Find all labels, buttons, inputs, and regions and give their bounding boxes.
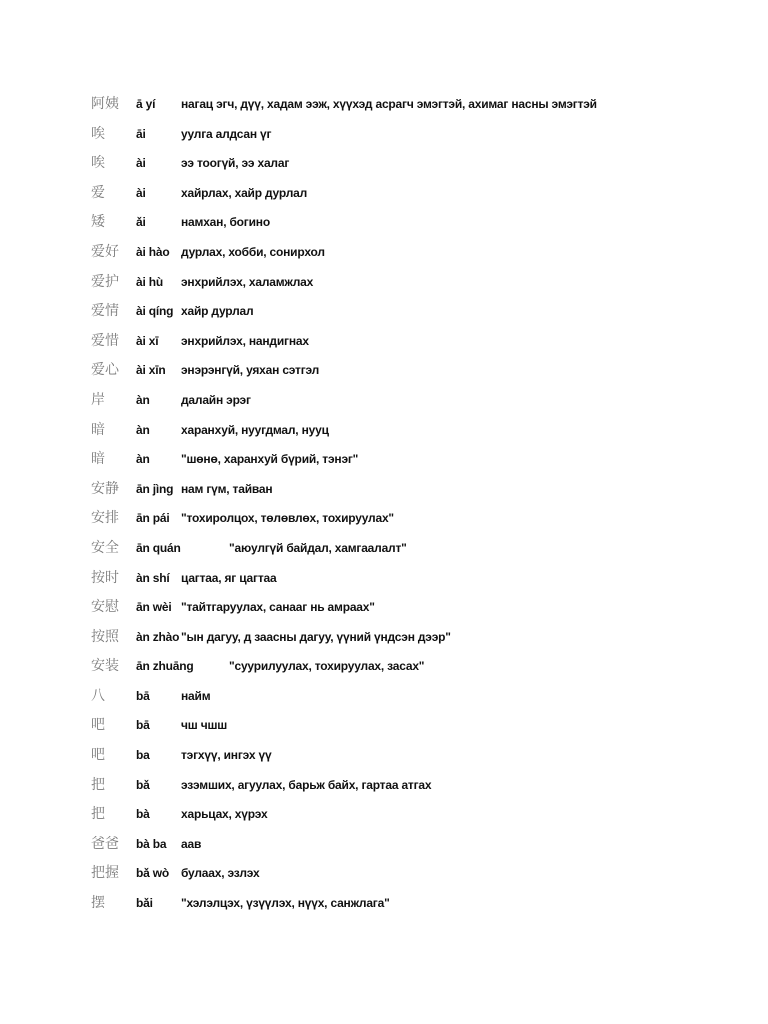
pinyin-text: bā [136, 718, 150, 733]
pinyin-text: ān jìng [136, 481, 174, 496]
meaning-text: харьцах, хүрэх [181, 807, 268, 822]
meaning-text: намхан, богино [181, 215, 270, 230]
hanzi-text: 八 [91, 687, 105, 704]
meaning-text: хайр дурлал [181, 304, 254, 319]
hanzi-text: 把 [91, 776, 105, 793]
meaning-text: энхрийлэх, халамжлах [181, 274, 314, 289]
pinyin-text: àn zhào [136, 629, 180, 644]
vocabulary-entry [91, 655, 597, 685]
pinyin-text: ba [136, 748, 150, 763]
pinyin-text: ài hù [136, 274, 164, 289]
vocabulary-entry [91, 714, 597, 744]
pinyin-text: ài [136, 156, 146, 171]
hanzi-text: 把 [91, 806, 105, 823]
meaning-text: нам гүм, тайван [181, 481, 273, 496]
meaning-text: далайн эрэг [181, 392, 251, 407]
pinyin-text: ài hào [136, 244, 170, 259]
pinyin-text: ài [136, 185, 146, 200]
meaning-text: эзэмших, агуулах, барьж байх, гартаа атгах [181, 777, 432, 792]
vocabulary-entry [91, 507, 597, 537]
vocabulary-entry [91, 330, 597, 360]
vocabulary-entry [91, 685, 597, 715]
pinyin-text: àn [136, 452, 150, 467]
vocabulary-entry [91, 93, 597, 123]
hanzi-text: 按照 [91, 628, 119, 645]
meaning-text: аав [181, 836, 202, 851]
vocabulary-entry [91, 211, 597, 241]
hanzi-text: 摆 [91, 895, 105, 912]
meaning-text: цагтаа, яг цагтаа [181, 570, 277, 585]
meaning-text: хайрлах, хайр дурлал [181, 185, 308, 200]
pinyin-text: ān zhuāng [136, 659, 194, 674]
hanzi-text: 爱惜 [91, 332, 119, 349]
hanzi-text: 唉 [91, 155, 105, 172]
meaning-text: "суурилуулах, тохируулах, засах" [229, 659, 425, 674]
pinyin-text: àn [136, 422, 150, 437]
pinyin-text: ān pái [136, 511, 170, 526]
pinyin-text: bǎi [136, 896, 153, 911]
hanzi-text: 安排 [91, 510, 119, 527]
pinyin-text: bǎ [136, 777, 150, 792]
hanzi-text: 爱情 [91, 303, 119, 320]
meaning-text: дурлах, хобби, сонирхол [181, 244, 325, 259]
hanzi-text: 吧 [91, 717, 105, 734]
hanzi-text: 爱好 [91, 243, 119, 260]
hanzi-text: 阿姨 [91, 96, 119, 112]
vocabulary-entry [91, 271, 597, 301]
vocabulary-entry [91, 567, 597, 597]
hanzi-text: 把握 [91, 865, 119, 882]
meaning-text: "тайтгаруулах, санааг нь амраах" [181, 600, 375, 615]
hanzi-text: 安静 [91, 480, 119, 497]
meaning-text: "тохиролцох, төлөвлөх, тохируулах" [181, 511, 394, 526]
hanzi-text: 矮 [91, 214, 105, 231]
vocabulary-entry [91, 892, 597, 922]
vocabulary-entry [91, 241, 597, 271]
meaning-text: энэрэнгүй, уяхан сэтгэл [181, 363, 320, 378]
pinyin-text: bà [136, 807, 150, 822]
pinyin-text: ā yí [136, 97, 156, 111]
meaning-text: ээ тоогүй, ээ халаг [181, 156, 290, 171]
pinyin-text: ài qíng [136, 304, 174, 319]
hanzi-text: 安全 [91, 539, 119, 556]
vocabulary-entry [91, 300, 597, 330]
meaning-text: "шөнө, харанхуй бүрий, тэнэг" [181, 452, 359, 467]
vocabulary-entry [91, 182, 597, 212]
vocabulary-entry [91, 537, 597, 567]
pinyin-text: bā [136, 688, 150, 703]
pinyin-text: āi [136, 126, 146, 141]
hanzi-text: 爱护 [91, 273, 119, 290]
vocabulary-entry [91, 744, 597, 774]
hanzi-text: 爸爸 [91, 835, 119, 852]
vocabulary-list [91, 93, 597, 922]
hanzi-text: 安装 [91, 658, 119, 675]
vocabulary-entry [91, 596, 597, 626]
hanzi-text: 按时 [91, 569, 119, 586]
pinyin-text: bǎ wò [136, 866, 170, 881]
hanzi-text: 暗 [91, 451, 105, 468]
meaning-text: энхрийлэх, нандигнах [181, 333, 309, 348]
meaning-text: тэгхүү, ингэх үү [181, 748, 272, 763]
vocabulary-entry [91, 774, 597, 804]
hanzi-text: 吧 [91, 747, 105, 764]
meaning-text: булаах, эзлэх [181, 866, 260, 881]
vocabulary-entry [91, 626, 597, 656]
meaning-text: нагац эгч, дүү, хадам ээж, хүүхэд асрагч эмэгтэй, ахимаг насны эмэгтэй [181, 97, 597, 111]
hanzi-text: 安慰 [91, 599, 119, 616]
vocabulary-entry [91, 389, 597, 419]
hanzi-text: 暗 [91, 421, 105, 438]
vocabulary-entry [91, 359, 597, 389]
pinyin-text: àn shí [136, 570, 170, 585]
vocabulary-entry [91, 833, 597, 863]
pinyin-text: bà ba [136, 836, 167, 851]
meaning-text: найм [181, 688, 211, 703]
hanzi-text: 岸 [91, 391, 105, 408]
meaning-text: уулга алдсан үг [181, 126, 272, 141]
meaning-text: "аюулгүй байдал, хамгаалалт" [229, 540, 407, 555]
pinyin-text: ān wèi [136, 600, 172, 615]
hanzi-text: 爱 [91, 184, 105, 201]
vocabulary-entry [91, 419, 597, 449]
pinyin-text: ān quán [136, 540, 181, 555]
pinyin-text: ài xī [136, 333, 159, 348]
meaning-text: "хэлэлцэх, үзүүлэх, нүүх, санжлага" [181, 896, 390, 911]
meaning-text: "ын дагуу, д заасны дагуу, үүний үндсэн дээр" [181, 629, 451, 644]
vocabulary-entry [91, 448, 597, 478]
pinyin-text: ǎi [136, 215, 146, 230]
hanzi-text: 唉 [91, 125, 105, 142]
hanzi-text: 爱心 [91, 362, 119, 379]
pinyin-text: ài xīn [136, 363, 166, 378]
vocabulary-entry [91, 803, 597, 833]
vocabulary-entry [91, 123, 597, 153]
vocabulary-entry [91, 152, 597, 182]
vocabulary-entry [91, 478, 597, 508]
pinyin-text: àn [136, 392, 150, 407]
vocabulary-entry [91, 862, 597, 892]
meaning-text: чш чшш [181, 718, 228, 733]
meaning-text: харанхуй, нуугдмал, нууц [181, 422, 329, 437]
